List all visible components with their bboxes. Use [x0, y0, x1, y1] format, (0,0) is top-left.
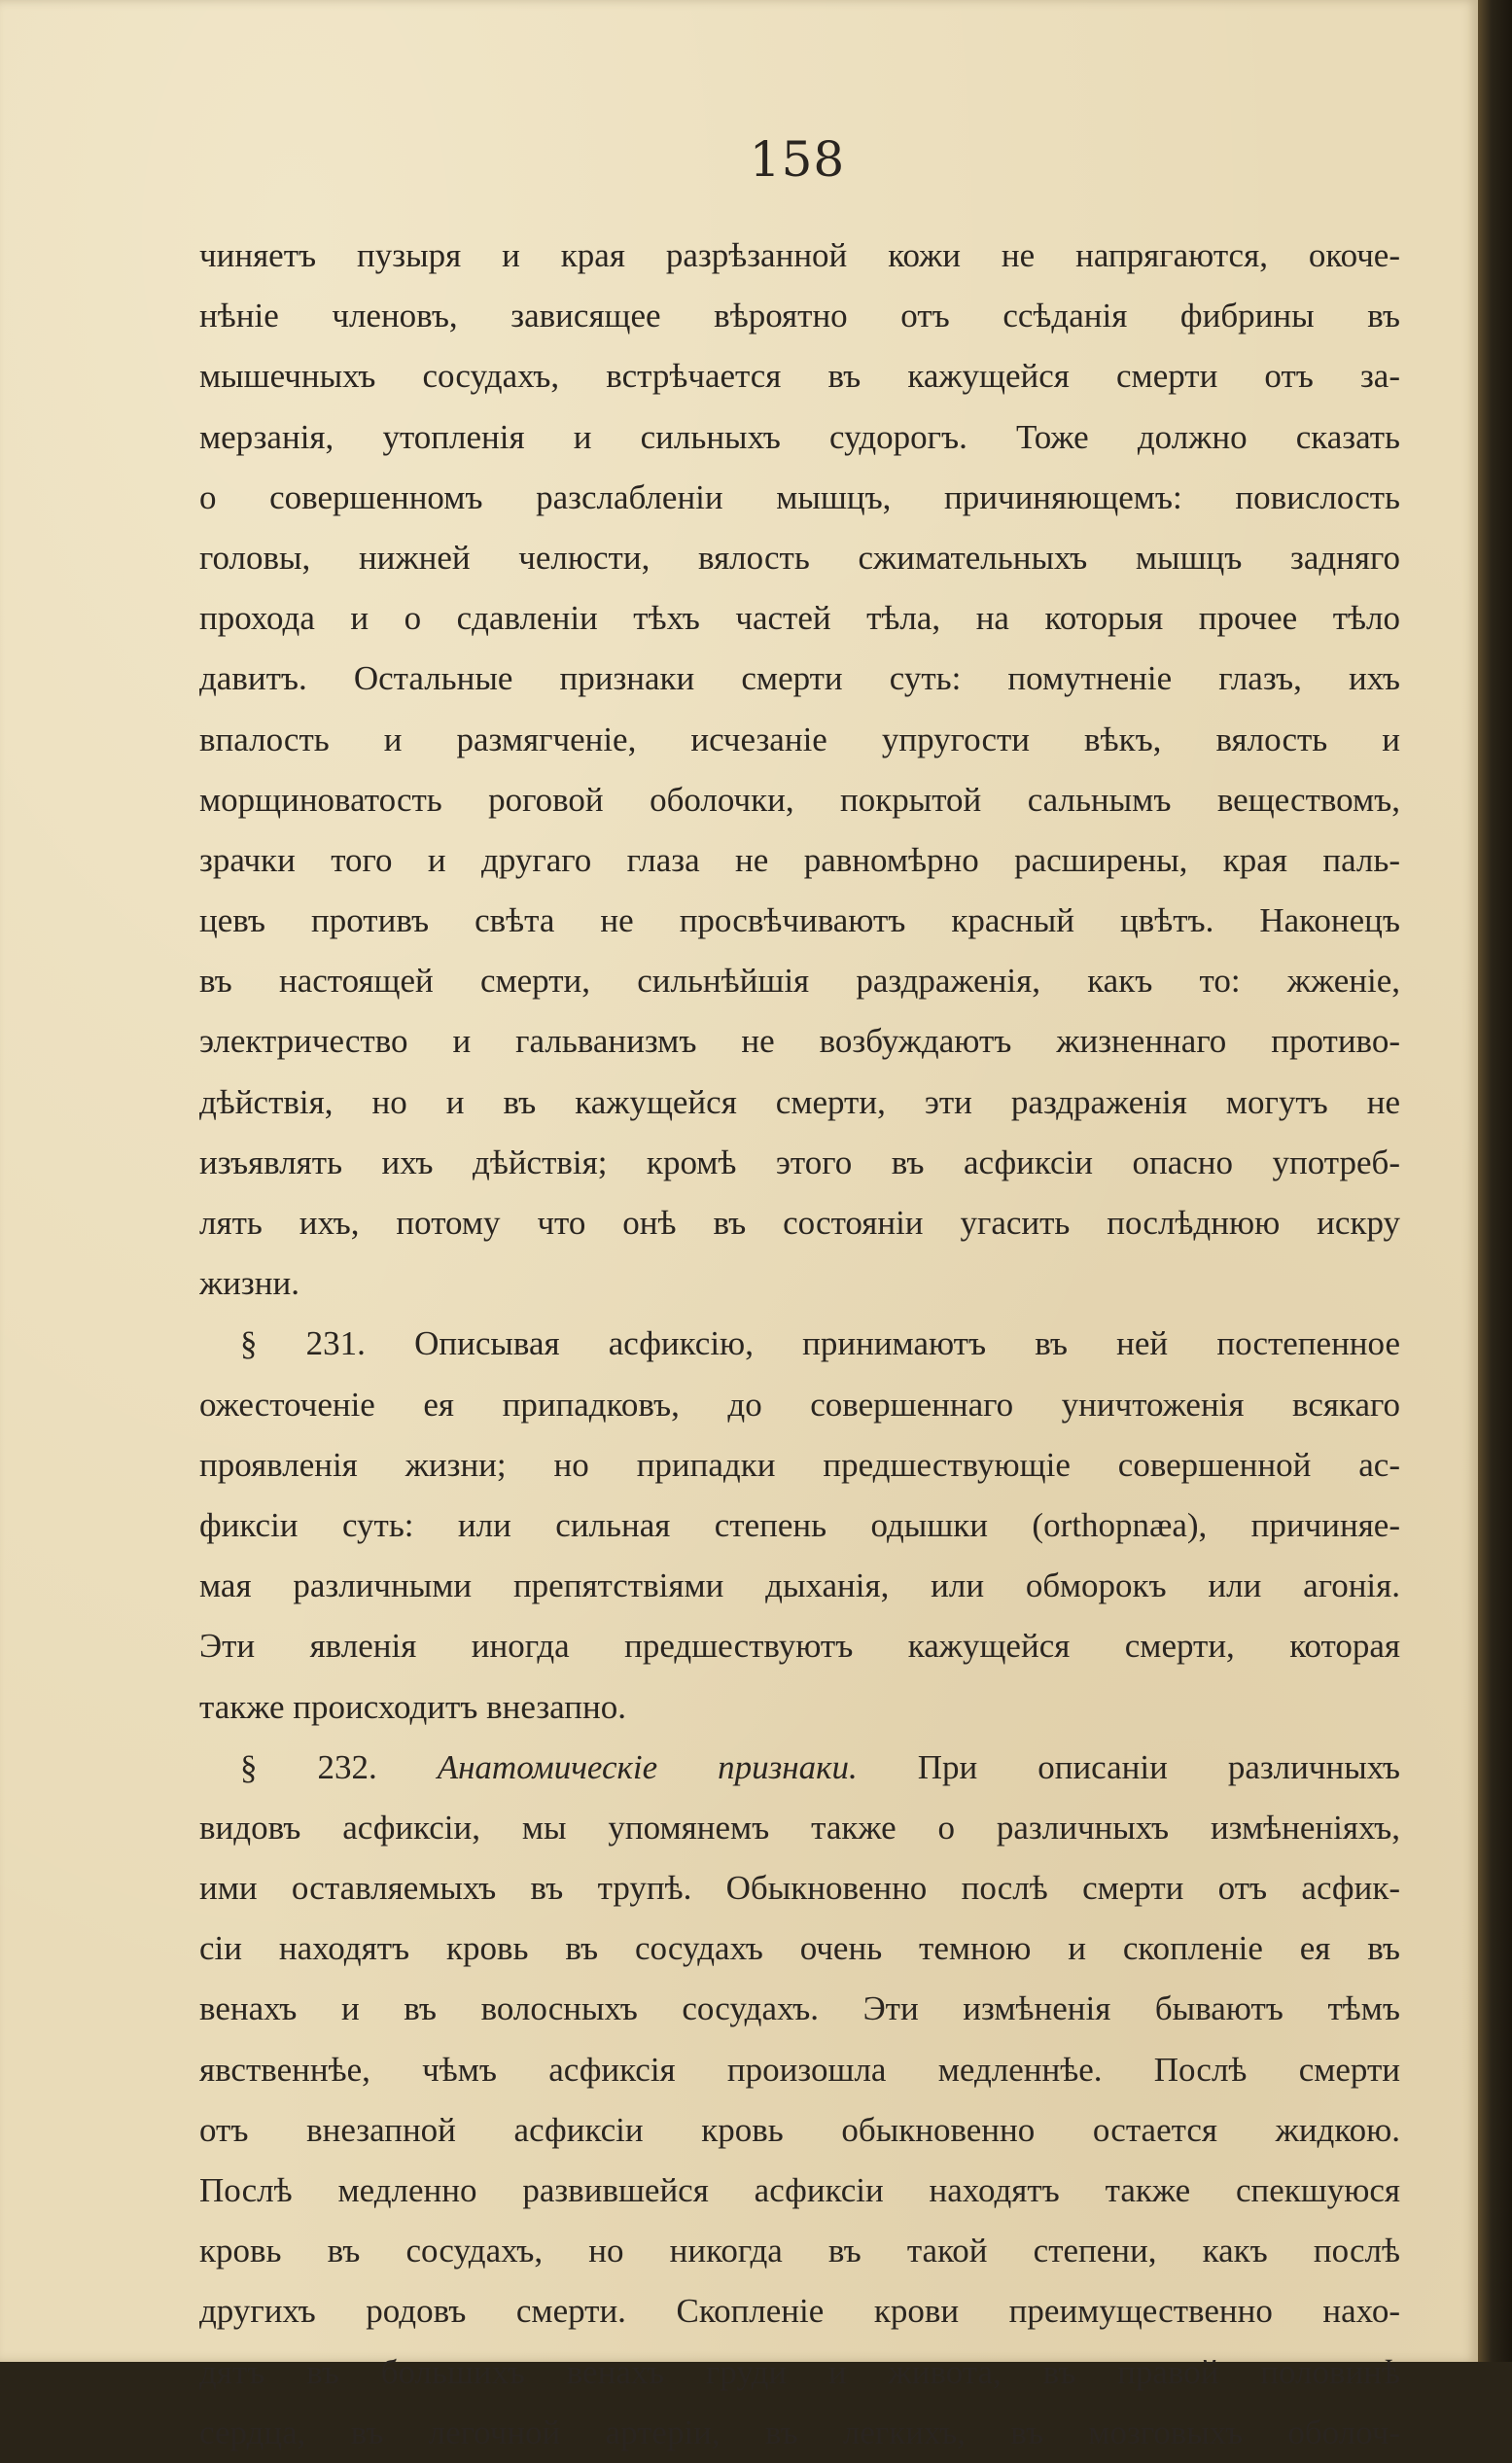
text-line: дѣйствія, но и въ кажущейся смерти, эти раздраженія могутъ не: [199, 1082, 1400, 1121]
text-line: головы, нижней челюсти, вялость сжимательныхъ мышцъ задняго: [199, 538, 1400, 577]
text-line: явственнѣе, чѣмъ асфиксія произошла медленнѣе. Послѣ смерти: [199, 2050, 1400, 2089]
text-line: жизни.: [199, 1264, 299, 1303]
section-heading-continuation: При описаніи различныхъ: [857, 1747, 1400, 1786]
text-line: ими оставляемыхъ въ трупѣ. Обыкновенно послѣ смерти отъ асфик-: [199, 1869, 1400, 1908]
text-line: другихъ родовъ смерти. Скопленіе крови преимущественно нахо-: [199, 2292, 1400, 2331]
text-line: мерзанія, утопленія и сильныхъ судорогъ. Тоже должно сказать: [199, 417, 1400, 456]
text-line: давитъ. Остальные признаки смерти суть: помутненіе глазъ, ихъ: [199, 659, 1400, 698]
text-line: зрачки того и другаго глаза не равномѣрно расширены, края паль-: [199, 840, 1400, 879]
section-231-first-line: § 231. Описывая асфиксію, принимаютъ въ ней постепенное: [240, 1324, 1400, 1363]
text-line: прохода и о сдавленіи тѣхъ частей тѣла, на которыя прочее тѣло: [199, 599, 1400, 638]
text-line: кровь въ сосудахъ, но никогда въ такой степени, какъ послѣ: [199, 2232, 1400, 2270]
book-spine-edge: [1478, 0, 1512, 2362]
section-number: § 232.: [240, 1747, 438, 1786]
text-line: электричество и гальванизмъ не возбуждаютъ жизненнаго противо-: [199, 1022, 1400, 1061]
section-232-heading-line: [199, 1738, 1400, 1798]
text-line: впалость и размягченіе, исчезаніе упругости вѣкъ, вялость и: [199, 720, 1400, 758]
text-line: Эти явленія иногда предшествуютъ кажущейся смерти, которая: [199, 1627, 1400, 1666]
text-line: морщиноватость роговой оболочки, покрытой сальнымъ веществомъ,: [199, 780, 1400, 819]
text-line: мая различными препятствіями дыханія, или обморокъ или агонія.: [199, 1566, 1400, 1605]
text-line: мышечныхъ сосудахъ, встрѣчается въ кажущейся смерти отъ за-: [199, 357, 1400, 396]
text-line: проявленія жизни; но припадки предшествующіе совершенной ас-: [199, 1445, 1400, 1484]
text-line: венахъ и въ волосныхъ сосудахъ. Эти измѣненія бываютъ тѣмъ: [199, 1989, 1400, 2028]
text-line: ожесточеніе ея припадковъ, до совершеннаго уничтоженія всякаго: [199, 1385, 1400, 1424]
section-title: Анатомическіе признаки.: [437, 1747, 858, 1786]
text-line: Послѣ медленно развившейся асфиксіи находятъ также спекшуюся: [199, 2171, 1400, 2209]
text-line: изъявлять ихъ дѣйствія; кромѣ этого въ асфиксіи опасно употреб-: [199, 1143, 1400, 1181]
text-line: видовъ асфиксіи, мы упомянемъ также о различныхъ измѣненіяхъ,: [199, 1808, 1400, 1847]
text-line: дятъ въ большихъ венахъ груди и живота, въ правой половинѣ: [199, 2352, 1400, 2391]
text-line: лять ихъ, потому что онѣ въ состояніи угасить послѣднюю искру: [199, 1204, 1400, 1242]
text-line: о совершенномъ разслабленіи мышцъ, причиняющемъ: повислость: [199, 477, 1400, 516]
text-line: въ настоящей смерти, сильнѣйшія раздраженія, какъ то: жженіе,: [199, 962, 1400, 1001]
text-line: фиксіи суть: или сильная степень одышки (orthopnæa), причиняе-: [199, 1505, 1400, 1544]
text-line: цевъ противъ свѣта не просвѣчиваютъ красный цвѣтъ. Наконецъ: [199, 901, 1400, 940]
text-line: отъ внезапной асфиксіи кровь обыкновенно остается жидкою.: [199, 2110, 1400, 2149]
text-line: нѣніе членовъ, зависящее вѣроятно отъ ссѣданія фибрины въ: [199, 297, 1400, 335]
text-line: сердца, въ легочной артеріи, въ легкихъ, въ мозговыхъ оболоч-: [199, 2412, 1400, 2451]
page-number: 158: [749, 131, 846, 188]
text-line: чиняетъ пузыря и края разрѣзанной кожи не напрягаются, окоче-: [199, 236, 1400, 274]
text-line: сіи находятъ кровь въ сосудахъ очень темною и скопленіе ея въ: [199, 1929, 1400, 1968]
body-text: [199, 226, 1400, 2463]
text-line: также происходитъ внезапно.: [199, 1687, 626, 1726]
